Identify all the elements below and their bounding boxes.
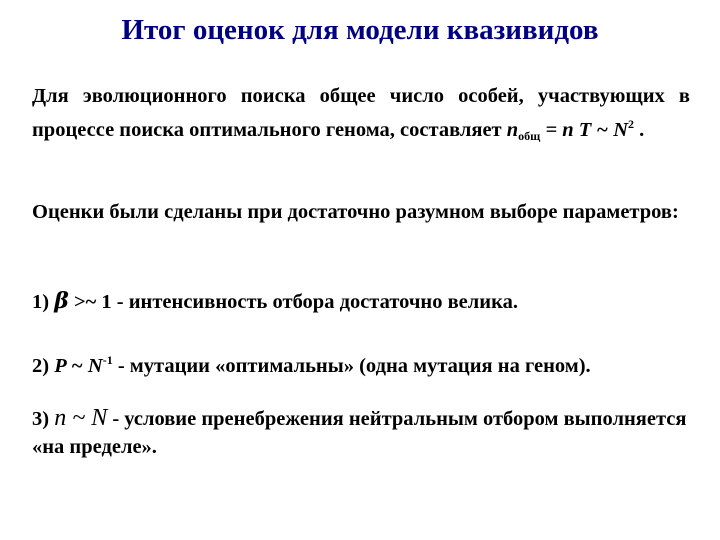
paragraph-text: Оценки были сделаны при достаточно разумном выборе параметров: <box>32 201 679 223</box>
relation: >~ 1 <box>73 291 112 313</box>
formula-end: . <box>639 119 645 141</box>
beta-symbol: β <box>54 288 69 314</box>
list-item-3 <box>32 404 690 461</box>
item-text: - условие пренебрежения нейтральным отбором выполняется «на пределе». <box>32 408 687 458</box>
formula: P ~ N <box>54 355 103 377</box>
item-number: 1) <box>32 291 50 313</box>
item-number: 3) <box>32 408 50 430</box>
item-text: - мутации «оптимальны» (одна мутация на геном). <box>117 355 591 377</box>
paragraph-text: Для эволюционного поиска общее число особей, участвующих в процессе поиска оптимального генома, составляет <box>32 85 690 141</box>
list-item-1 <box>32 287 690 316</box>
item-text: - интенсивность отбора достаточно велика. <box>116 291 518 313</box>
formula-superscript: 2 <box>628 117 635 131</box>
formula-n: n <box>506 119 519 141</box>
item-number: 2) <box>32 355 50 377</box>
slide-title: Итог оценок для модели квазивидов <box>121 14 599 46</box>
list-item-2 <box>32 346 690 380</box>
formula-rest: = n T ~ N <box>545 119 629 141</box>
paragraph-evolution-search <box>32 82 690 150</box>
formula-subscript: общ <box>518 129 541 143</box>
formula-superscript: -1 <box>102 353 113 367</box>
paragraph-parameters <box>32 198 690 226</box>
formula: n ~ N <box>54 405 108 431</box>
